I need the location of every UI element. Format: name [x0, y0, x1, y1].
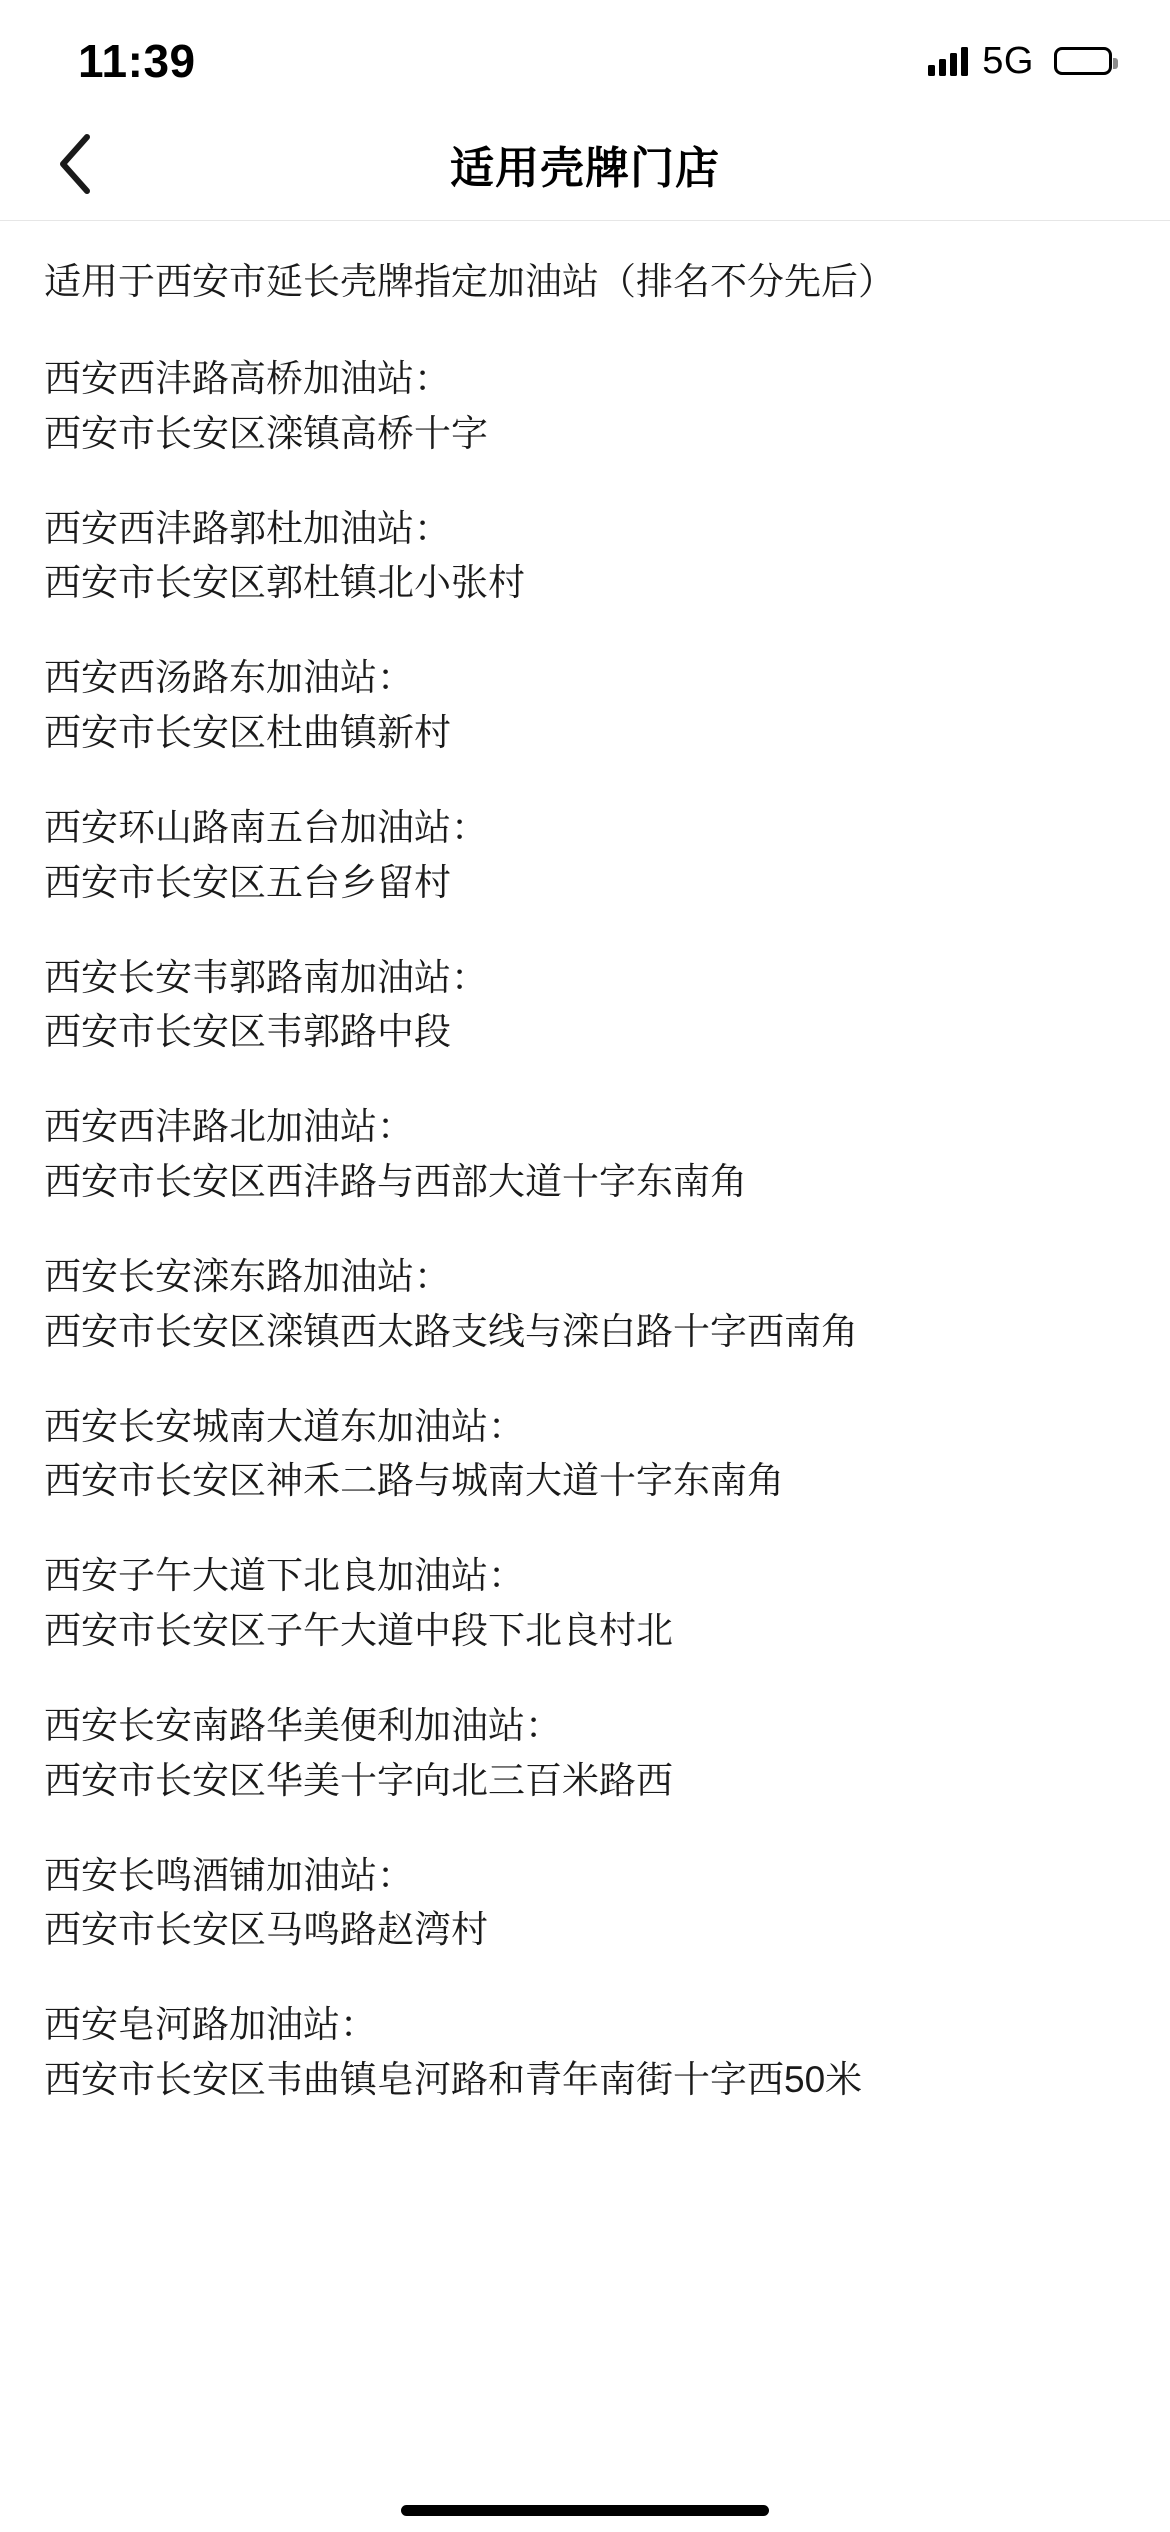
station-address: 西安市长安区韦曲镇皂河路和青年南街十字西50米	[44, 2058, 863, 2100]
station-address: 西安市长安区郭杜镇北小张村	[44, 562, 525, 604]
station-name: 西安西沣路北加油站：	[44, 1106, 414, 1148]
station-name: 西安长安城南大道东加油站：	[44, 1405, 525, 1447]
list-item	[44, 1552, 1126, 1656]
page-title: 适用壳牌门店	[450, 144, 720, 193]
status-time: 11:39	[78, 35, 196, 87]
station-address: 西安市长安区韦郭路中段	[44, 1011, 451, 1053]
station-address: 西安市长安区西沣路与西部大道十字东南角	[44, 1161, 747, 1203]
list-item	[44, 654, 1126, 758]
station-address: 西安市长安区子午大道中段下北良村北	[44, 1610, 673, 1652]
station-name: 西安皂河路加油站：	[44, 2004, 377, 2046]
station-list-container	[0, 221, 1170, 2105]
station-name: 西安西沣路高桥加油站：	[44, 357, 451, 399]
status-indicators	[928, 40, 1112, 83]
list-item	[44, 804, 1126, 908]
list-item	[44, 2001, 1126, 2105]
station-address: 西安市长安区滦镇西太路支线与滦白路十字西南角	[44, 1310, 858, 1352]
home-indicator[interactable]	[401, 2505, 769, 2516]
station-name: 西安长鸣酒铺加油站：	[44, 1854, 414, 1896]
chevron-left-icon	[57, 133, 93, 195]
list-item	[44, 1253, 1126, 1357]
list-item	[44, 954, 1126, 1058]
station-address: 西安市长安区马鸣路赵湾村	[44, 1909, 488, 1951]
list-item	[44, 1403, 1126, 1507]
station-address: 西安市长安区滦镇高桥十字	[44, 412, 488, 454]
cellular-signal-icon	[928, 46, 968, 76]
battery-icon	[1054, 47, 1112, 75]
station-address: 西安市长安区五台乡留村	[44, 861, 451, 903]
station-name: 西安西沣路郭杜加油站：	[44, 507, 451, 549]
network-type-label: 5G	[982, 39, 1034, 82]
list-item	[44, 1103, 1126, 1207]
status-bar	[0, 0, 1170, 108]
station-name: 西安长安滦东路加油站：	[44, 1255, 451, 1297]
list-item	[44, 1852, 1126, 1956]
list-item	[44, 355, 1126, 459]
station-name: 西安子午大道下北良加油站：	[44, 1555, 525, 1597]
station-address: 西安市长安区神禾二路与城南大道十字东南角	[44, 1460, 784, 1502]
list-item	[44, 1702, 1126, 1806]
intro-text: 适用于西安市延长壳牌指定加油站（排名不分先后）	[44, 261, 895, 302]
station-name: 西安西汤路东加油站：	[44, 657, 414, 699]
navigation-bar	[0, 108, 1170, 221]
station-name: 西安长安韦郭路南加油站：	[44, 956, 488, 998]
back-button[interactable]	[40, 129, 110, 199]
station-name: 西安环山路南五台加油站：	[44, 806, 488, 848]
station-name: 西安长安南路华美便利加油站：	[44, 1704, 562, 1746]
list-item	[44, 505, 1126, 609]
station-address: 西安市长安区杜曲镇新村	[44, 712, 451, 754]
station-address: 西安市长安区华美十字向北三百米路西	[44, 1759, 673, 1801]
